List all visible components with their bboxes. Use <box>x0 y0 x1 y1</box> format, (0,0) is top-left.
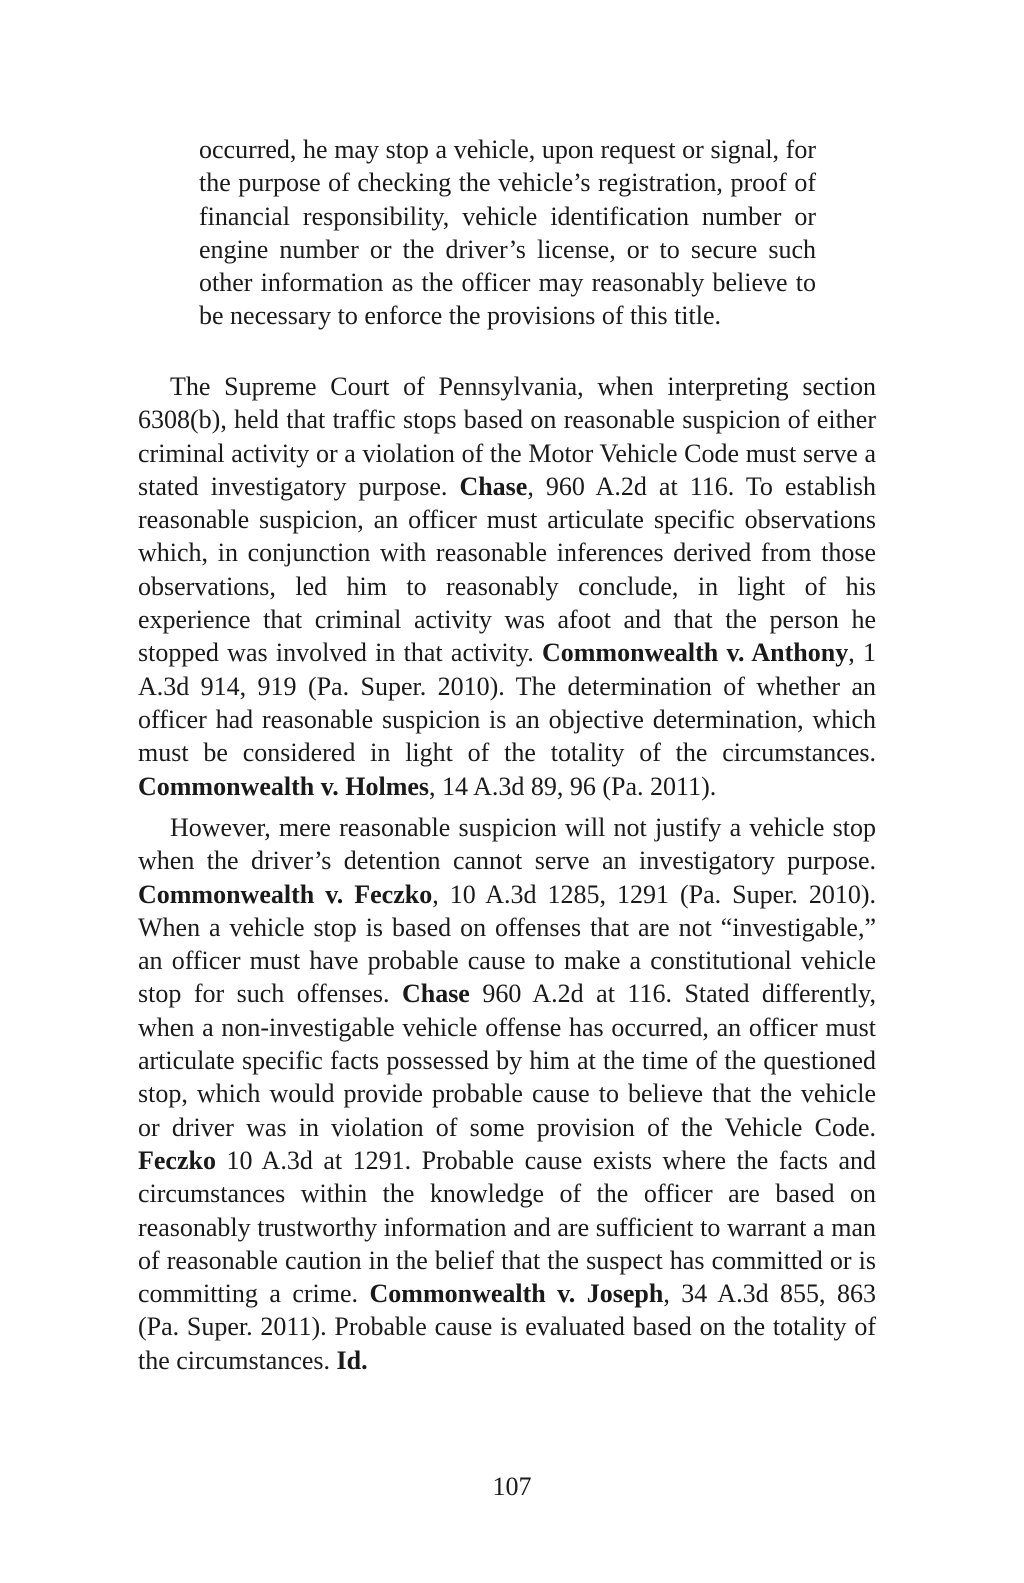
text-run: , 960 A.2d at 116. To establish reasonable suspicion, an officer must articulate specific observations which, in conjunction with reasonable inferences derived from those observations, led him to reasonably conclude, in light of his experience that criminal activity was afoot and that the person he stopped was involved in that activity. <box>138 471 876 668</box>
case-citation: Commonwealth v. Feczko <box>138 879 433 909</box>
case-citation: Chase <box>459 471 528 501</box>
block-quote-text: occurred, he may stop a vehicle, upon request or signal, for the purpose of checking the vehicle’s registration, proof of financial responsibility, vehicle identification number or engine number or the driver’s license, or to secure such other information as the officer may reasonably believe to be necessary to enforce the provisions of this title. <box>199 135 816 331</box>
case-citation: Commonwealth v. Holmes <box>138 771 430 801</box>
text-run: , 34 A.3d 855, 863 (Pa. Super. 2011). Probable cause is evaluated based on the totality of the circumstances. <box>138 1279 877 1375</box>
case-citation: Feczko <box>138 1145 216 1175</box>
case-citation: Commonwealth v. Joseph <box>369 1279 664 1309</box>
block-quote <box>199 133 816 333</box>
paragraph-reasonable-suspicion <box>138 370 876 803</box>
paragraph-1-text <box>138 370 876 803</box>
paragraph-probable-cause <box>138 811 876 1377</box>
text-run: 10 A.3d at 1291. Probable cause exists where the facts and circumstances within the knowledge of the officer are based on reasonably trustworthy information and are sufficient to warrant a man of reasonable caution in the belief that the suspect has committed or is committing a crime. <box>138 1145 876 1309</box>
text-run: , 14 A.3d 89, 96 (Pa. 2011). <box>429 771 717 801</box>
paragraph-2-text <box>138 811 876 1377</box>
text-run: , 1 A.3d 914, 919 (Pa. Super. 2010). The determination of whether an officer had reasonable suspicion is an objective determination, which must be considered in light of the totality of the circumstances. <box>138 638 876 768</box>
case-citation: Commonwealth v. Anthony <box>542 638 849 668</box>
text-run: , 10 A.3d 1285, 1291 (Pa. Super. 2010). When a vehicle stop is based on offenses that are not “investigable,” an officer must have probable cause to make a constitutional vehicle stop for such offenses. <box>138 879 876 1009</box>
case-citation: Id. <box>336 1345 368 1375</box>
text-run: 960 A.2d at 116. Stated differently, when a non-investigable vehicle offense has occurred, an officer must articulate specific facts possessed by him at the time of the questioned stop, which would provide probable cause to believe that the vehicle or driver was in violation of some provision of the Vehicle Code. <box>138 979 876 1142</box>
text-run: The Supreme Court of Pennsylvania, when interpreting section 6308(b), held that traffic stops based on reasonable suspicion of either criminal activity or a violation of the Motor Vehicle Code must serve a stated investigatory purpose. <box>138 372 876 501</box>
case-citation: Chase <box>401 979 470 1009</box>
page-number: 107 <box>492 1472 532 1501</box>
text-run: However, mere reasonable suspicion will not justify a vehicle stop when the driver’s detention cannot serve an investigatory purpose. <box>138 813 876 876</box>
